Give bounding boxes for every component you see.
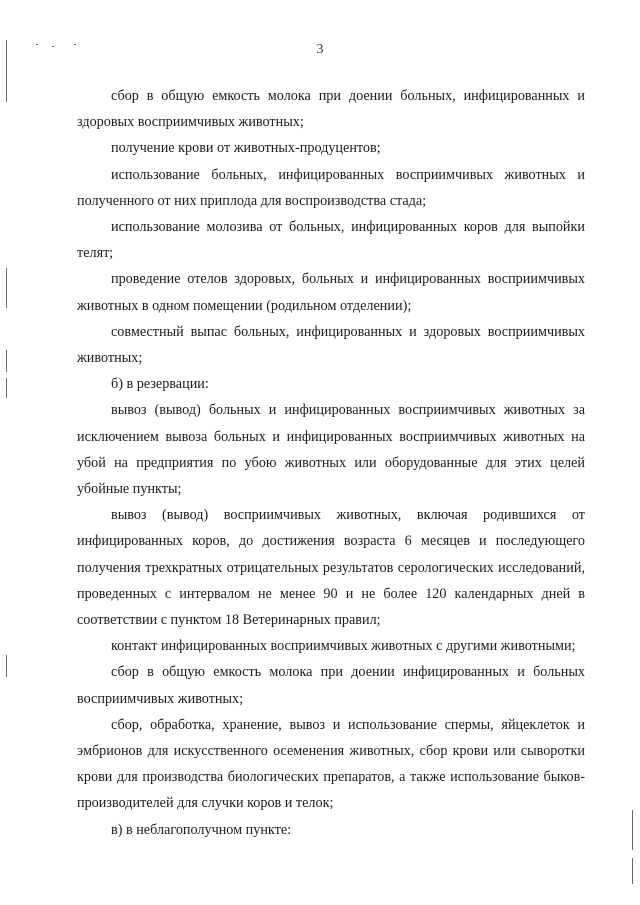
scan-artifact — [6, 655, 7, 677]
scan-artifact — [6, 378, 7, 398]
paragraph: сбор, обработка, хранение, вывоз и использование спермы, яйцеклеток и эмбрионов для искусственного осеменения животных, сбор крови или сыворотки крови для производства биологических препаратов, а также использование быков-производителей для случки коров и телок; — [77, 716, 585, 812]
section-heading-unfavorable-point: в) в неблагополучном пункте: — [111, 821, 292, 838]
paragraph: контакт инфицированных восприимчивых животных с другими животными; — [111, 638, 576, 655]
paragraph: использование молозива от больных, инфицированных коров для выпойки телят; — [77, 219, 585, 262]
paragraph: сбор в общую емкость молока при доении инфицированных и больных восприимчивых животных; — [77, 664, 585, 707]
section-heading-reservation: б) в резервации: — [111, 376, 209, 393]
paragraph: проведение отелов здоровых, больных и инфицированных восприимчивых животных в одном помещении (родильном отделении); — [77, 271, 585, 314]
document-body — [77, 83, 585, 843]
scan-artifact — [6, 350, 7, 372]
paragraph: совместный выпас больных, инфицированных и здоровых восприимчивых животных; — [77, 323, 585, 367]
paragraph: получение крови от животных-продуцентов; — [111, 140, 381, 157]
paragraph: использование больных, инфицированных восприимчивых животных и полученного от них приплода для воспроизводства стада; — [77, 166, 585, 209]
paragraph: сбор в общую емкость молока при доении больных, инфицированных и здоровых восприимчивых животных; — [77, 88, 585, 131]
paragraph: вывоз (вывод) больных и инфицированных восприимчивых животных за исключением вывоза больных и инфицированных восприимчивых животных на убой на предприятия по убою животных или оборудованные для этих целей убойные пункты; — [77, 402, 585, 498]
scan-artifact — [632, 858, 633, 884]
paragraph: вывоз (вывод) восприимчивых животных, включая родившихся от инфицированных коров, до достижения возраста 6 месяцев и последующего получения трехкратных отрицательных результатов серологических исследований, проведенных с интервалом не менее 90 и не более 120 календарных дней в соответствии с пунктом 18 Ветеринарных правил; — [77, 507, 585, 629]
page-number: 3 — [316, 42, 324, 57]
scan-artifact — [6, 268, 7, 308]
scan-artifact — [632, 810, 633, 850]
